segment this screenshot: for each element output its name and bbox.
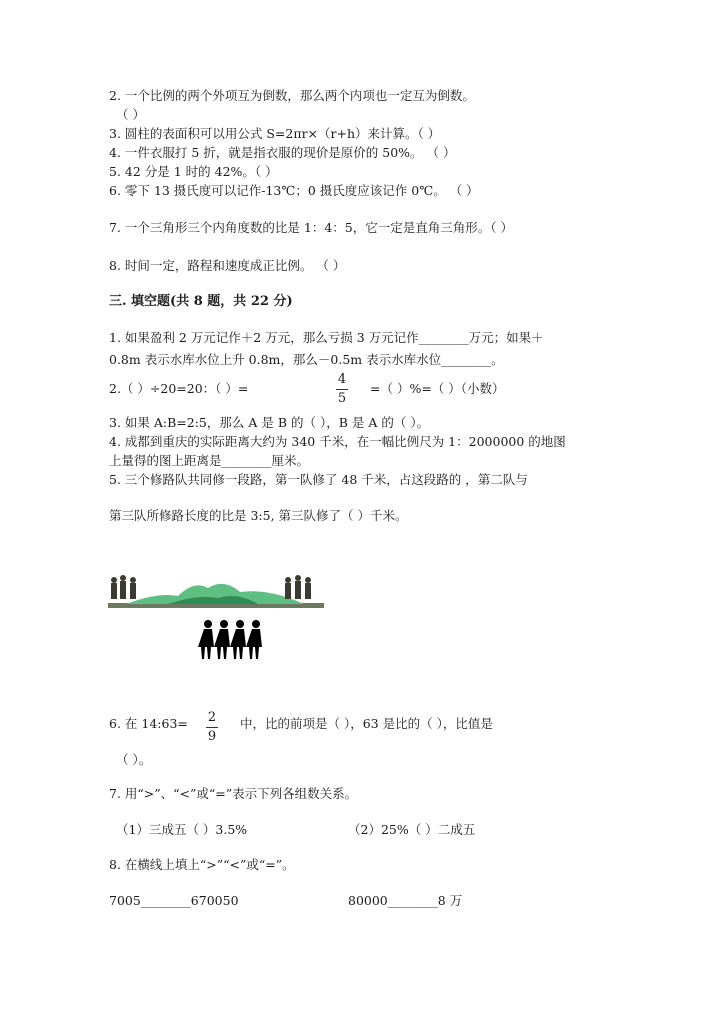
judge-q2-line2: （ ） <box>116 107 145 122</box>
fill-q6-right: 中，比的前项是（ ），63 是比的（ ），比值是 <box>240 716 493 731</box>
judge-q6: 6. 零下 13 摄氏度可以记作-13℃；0 摄氏度应该记作 0℃。 （ ） <box>109 183 479 198</box>
judge-q7: 7. 一个三角形三个内角度数的比是 1：4：5，它一定是直角三角形。（ ） <box>109 220 513 235</box>
fill-q2-left: 2.（ ）÷20=20：（ ）= <box>109 381 249 396</box>
fraction-bar <box>206 727 218 728</box>
judge-q4: 4. 一件衣服打 5 折，就是指衣服的现价是原价的 50%。 （ ） <box>109 145 456 160</box>
section-title: 三. 填空题(共 8 题，共 22 分) <box>109 294 293 309</box>
fraction-denominator: 9 <box>207 729 217 744</box>
fill-q8-item2: 80000________8 万 <box>348 893 463 908</box>
fill-q8: 8. 在横线上填上“>”“<”或“=”。 <box>109 857 295 872</box>
fill-q4-line2: 上量得的图上距离是________厘米。 <box>109 453 310 468</box>
judge-q3: 3. 圆柱的表面积可以用公式 S=2πr×（r+h）来计算。（ ） <box>109 126 441 141</box>
standing-figures <box>198 620 262 659</box>
fraction-denominator: 5 <box>337 391 347 406</box>
fill-q2-right: =（ ）%=（ ）（小数） <box>370 381 505 396</box>
judge-q8: 8. 时间一定，路程和速度成正比例。 （ ） <box>109 258 346 273</box>
fill-q7-item2: （2）25%（ ）二成五 <box>348 822 476 837</box>
fraction-numerator: 2 <box>207 710 217 725</box>
judge-q2-line1: 2. 一个比例的两个外项互为倒数，那么两个内项也一定互为倒数。 <box>109 88 475 103</box>
fill-q1-line1: 1. 如果盈利 2 万元记作＋2 万元，那么亏损 3 万元记作________万元；如果＋ <box>109 330 544 345</box>
fill-q8-item1: 7005________670050 <box>109 893 239 908</box>
road-workers-illustration <box>108 572 324 662</box>
fill-q7-item1: （1）三成五（ ）3.5% <box>116 822 248 837</box>
workers-right <box>285 575 311 599</box>
fill-q6-left: 6. 在 14:63= <box>109 716 188 731</box>
fill-q4-line1: 4. 成都到重庆的实际距离大约为 340 千米，在一幅比例尺为 1：2000000 的地图 <box>109 434 566 449</box>
fill-q7: 7. 用“>”、“<”或“=”表示下列各组数关系。 <box>109 786 358 801</box>
fill-q3: 3. 如果 A:B=2:5，那么 A 是 B 的（ ），B 是 A 的（ ）。 <box>109 415 430 430</box>
fraction-numerator: 4 <box>337 372 347 387</box>
fill-q5-line2: 第三队所修路长度的比是 3:5, 第三队修了（ ）千米。 <box>109 508 408 523</box>
fill-q1-line2: 0.8m 表示水库水位上升 0.8m，那么－0.5m 表示水库水位________。 <box>109 352 504 367</box>
fill-q5-line1: 5. 三个修路队共同修一段路，第一队修了 48 千米，占这段路的 ，第二队与 <box>109 472 528 487</box>
fill-q6-fraction <box>206 710 218 745</box>
fill-q6-line2: （ ）。 <box>116 752 152 767</box>
judge-q5: 5. 42 分是 1 时的 42%。（ ） <box>109 164 278 179</box>
fraction-bar <box>336 389 348 390</box>
fill-q2-fraction <box>336 372 348 407</box>
workers-left <box>111 575 136 599</box>
